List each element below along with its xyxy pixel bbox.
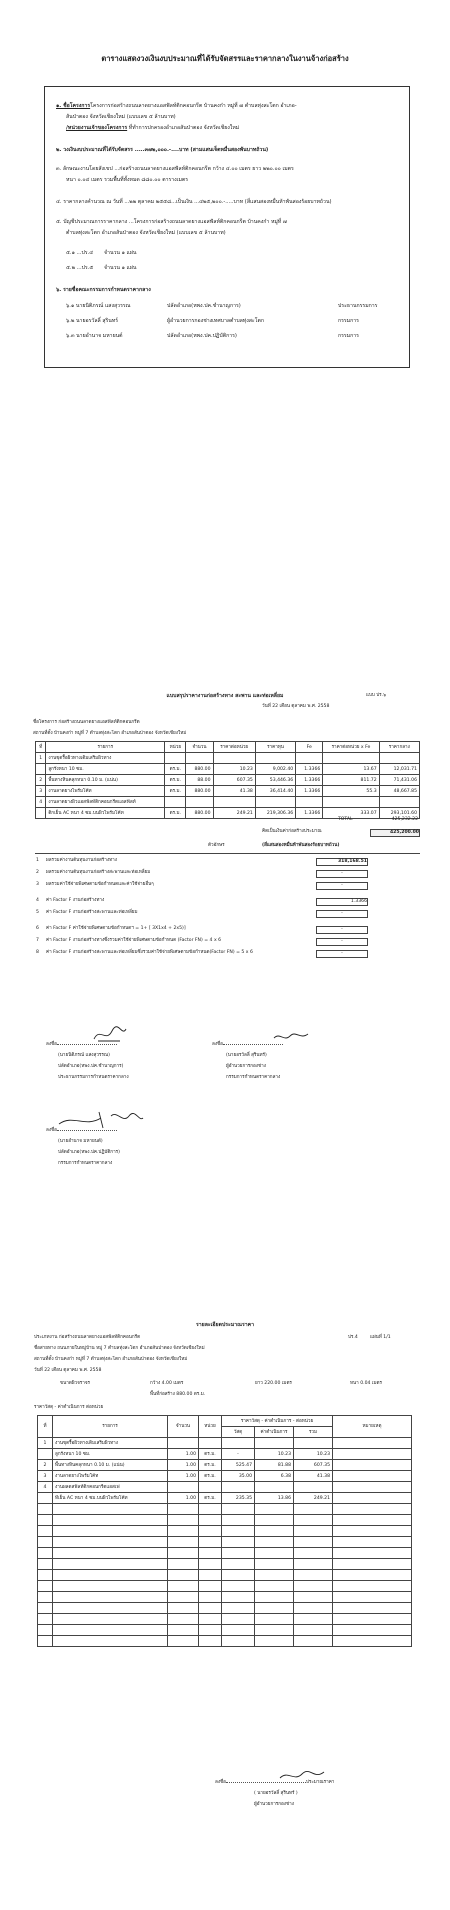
factor-text: ค่า Factor F งานก่อสร้างสะพานและท่อเหลี่ยม: [46, 910, 138, 915]
col-item: รายการ: [53, 1416, 168, 1438]
table-row: [38, 1482, 412, 1493]
size-length: ยาว 220.00 เมตร: [255, 1381, 292, 1386]
cell-qty: [186, 753, 213, 764]
round-value: 425,200.00: [370, 829, 420, 837]
table-row: [38, 1526, 412, 1537]
committee-role: กรรมการ: [338, 333, 359, 339]
table-row: [36, 797, 420, 808]
cell-note: [333, 1449, 412, 1460]
cell-fe: [296, 753, 323, 764]
words-label: ตัวอักษร: [208, 843, 225, 848]
committee-pos: ปลัดอำเภอ(หพง.ปค.ชำนาญการ): [167, 303, 241, 309]
col-material: วัสดุ: [222, 1427, 255, 1438]
factor-row: [36, 910, 376, 926]
committee-role: กรรมการ: [338, 318, 359, 324]
col-unit-price-fe: ราคาต่อหน่วย x Fe: [323, 742, 379, 753]
col-note: หมายเหตุ: [333, 1416, 412, 1438]
col-no: ที่: [38, 1416, 53, 1438]
cell-unit: ตร.ม.: [199, 1449, 222, 1460]
sign-line: [46, 1042, 117, 1048]
cost-summary-table: [35, 741, 420, 819]
cell-labor: 13.86: [255, 1493, 294, 1504]
cell-cost: 219,306.36: [255, 808, 295, 819]
cell-note: [333, 1460, 412, 1471]
cell-item: ลูกรังหนา 10 ซม.: [53, 1449, 168, 1460]
estimator-name: ( นายอรวัลลิ์ สุรินทร์ ): [254, 1791, 298, 1796]
s6-committee-title: ๖. รายชื่อคณะกรรมการกำหนดราคากลาง: [56, 287, 151, 293]
s5-line1: ๕. บัญชีประมาณการราคากลาง ...โครงการก่อสร้างถนนลาดยางแอสฟัลท์ติกคอนกรีต บ้านคงก๋า หมู่ที่ ๗: [56, 219, 287, 225]
cell-qty: 880.00: [186, 786, 213, 797]
cell-item: ติกเย็น AC หนา 4 ซม.บนผิวไพร์มโค้ท: [46, 808, 165, 819]
cell-qty: [168, 1438, 199, 1449]
table-row: [38, 1625, 412, 1636]
col-qty: จำนวน: [186, 742, 213, 753]
table-row: [36, 753, 420, 764]
factor-no: 3: [36, 882, 39, 887]
cell-unit-price-fe: 13.67: [323, 764, 379, 775]
s3-line2: หนา ๐.๐๔ เมตร รวมพื้นที่ทั้งหมด ๘๘๐.๐๐ ตารางเมตร: [66, 177, 189, 183]
table-row: [36, 808, 420, 819]
col-price: ราคากลาง: [379, 742, 419, 753]
factor-list: [36, 858, 376, 962]
cell-note: [333, 1493, 412, 1504]
cell-no: 3: [36, 786, 46, 797]
cell-labor: 81.88: [255, 1460, 294, 1471]
factor-value: 318,168.51: [316, 858, 368, 866]
committee-row: [66, 318, 118, 325]
cell-labor: [255, 1438, 294, 1449]
col-group-price: ราคาวัสดุ - ค่าดำเนินการ - ต่อหน่วย: [222, 1416, 333, 1427]
cell-item: ลูกรังหนา 10 ซม.: [46, 764, 165, 775]
col-fe: Fe: [296, 742, 323, 753]
cell-no: 2: [36, 775, 46, 786]
signer-name: (นายอำนาจ มหายนต์): [58, 1139, 103, 1144]
sign-role: ประมาณราคา: [305, 1780, 335, 1785]
factor-row: [36, 926, 376, 938]
cell-unit: ตร.ม.: [165, 775, 186, 786]
s5-item-name: ๕.๒ ...ปร.๕: [66, 265, 94, 271]
cell-price: 48,667.85: [379, 786, 419, 797]
factor-value: 1.3366: [316, 898, 368, 906]
cell-item: งานลาดยางไพร์มโค้ท: [53, 1471, 168, 1482]
round-label: คิดเป็นเงินค่าก่อสร้างประมาณ: [262, 829, 322, 834]
estimator-position: ผู้อำนวยการกองช่าง: [254, 1802, 294, 1807]
cell-fe: 1.3366: [296, 775, 323, 786]
committee-pos: ผู้อำนวยการกองช่างเทศบาลตำบลทุ่งสะโตก: [167, 318, 264, 324]
factor-no: 5: [36, 910, 39, 915]
table-row: [36, 775, 420, 786]
cell-sum: 607.35: [294, 1460, 333, 1471]
signer-name: (นายนิติภรณ์ แสงสุวรรณ): [58, 1053, 110, 1058]
cell-unit-price-fe: 55.3: [323, 786, 379, 797]
cell-unit: ตร.ม.: [199, 1460, 222, 1471]
cell-unit: [199, 1438, 222, 1449]
s2-budget: ๒. วงเงินงบประมาณที่ได้รับจัดสรร .....๓๗๒,๐๐๐.-....บาท (สามแสนเจ็ดหมื่นสองพันบาทถ้วน): [56, 147, 269, 153]
sign-prefix: ลงชื่อ: [46, 1128, 57, 1133]
s1-line1: [56, 103, 297, 110]
page2-place: สถานที่ตั้ง บ้านคงก๋า หมู่ที่ 7 ตำบลทุ่งสะโตก อำเภอสันป่าตอง จังหวัดเชียงใหม่: [33, 731, 187, 736]
cell-cost: [255, 797, 295, 808]
cell-material: 35.00: [222, 1471, 255, 1482]
cell-price: 293,101.60: [379, 808, 419, 819]
signer-position: ปลัดอำเภอ(หพง.ปค.ปฏิบัติการ): [58, 1150, 120, 1155]
committee-name: ๖.๒ นายอรวัลลิ์ สุรินทร์: [66, 318, 119, 324]
cell-unit-price-fe: 811.72: [323, 775, 379, 786]
factor-value: -: [316, 950, 368, 958]
size-label: ขนาดผิวจราจร: [60, 1381, 91, 1386]
size-width: กว้าง 4.00 เมตร: [150, 1381, 184, 1386]
table-row: [38, 1614, 412, 1625]
sign-line: [46, 1128, 117, 1134]
page3-sheet: แผ่นที่ 1/1: [370, 1335, 391, 1340]
divider: [35, 853, 420, 854]
cell-fe: 1.3366: [296, 786, 323, 797]
cell-fe: 1.3366: [296, 808, 323, 819]
cell-unit-price-fe: [323, 753, 379, 764]
cell-sum: 249.21: [294, 1493, 333, 1504]
page3-title: รายละเอียดประมาณราคา: [195, 1322, 255, 1328]
cell-labor: 10.23: [255, 1449, 294, 1460]
cell-no: 2: [38, 1460, 53, 1471]
factor-text: ค่า Factor F งานก่อสร้างทางซึ่งรวมค่าใช้จ่ายพิเศษตามข้อกำหนด (Factor FN) = 4 x 6: [46, 938, 222, 943]
cell-no: 3: [38, 1471, 53, 1482]
committee-name: ๖.๑ นายนิติภรณ์ แสงสุวรรณ: [66, 303, 131, 309]
cell-no: 4: [38, 1482, 53, 1493]
construction-area: พื้นที่ก่อสร้าง 880.00 ตร.ม.: [150, 1392, 206, 1397]
s1-owner-text: ที่ทำการปกครองอำเภอสันป่าตอง จังหวัดเชียงใหม่: [128, 125, 240, 131]
cell-qty: [186, 797, 213, 808]
cell-unit-price: 10.23: [213, 764, 255, 775]
table-row: [38, 1471, 412, 1482]
col-qty: จำนวน: [168, 1416, 199, 1438]
col-unit: หน่วย: [165, 742, 186, 753]
table-row: [38, 1449, 412, 1460]
signer-role: กรรมการกำหนดราคากลาง: [58, 1161, 113, 1166]
cell-unit: ตร.ม.: [165, 764, 186, 775]
page2-project: ชื่อโครงการ ก่อสร้างถนนลาดยางแอสฟัลท์ติกคอนกรีต: [33, 720, 140, 725]
factor-text: ค่า Factor F งานก่อสร้างสะพานและท่อเหลี่ยมซึ่งรวมค่าใช้จ่ายพิเศษตามข้อกำหนด(Factor FN) = 5 x 6: [46, 950, 253, 955]
size-thickness: หนา 0.04 เมตร: [350, 1381, 382, 1386]
cell-note: [333, 1471, 412, 1482]
signer-name: (นายอรวัลลิ์ สุรินทร์): [226, 1053, 267, 1058]
page2-date: วันที่ 22 เดือน ตุลาคม พ.ศ. 2558: [262, 704, 330, 709]
table-row: [38, 1570, 412, 1581]
estimate-detail-table: [37, 1415, 412, 1647]
s5-item-qty: จำนวน ๑ แผ่น: [104, 265, 137, 271]
cell-no: [38, 1493, 53, 1504]
cell-unit: ตร.ม.: [165, 786, 186, 797]
factor-text: ค่า Factor F ค่าใช้จ่ายพิเศษตามข้อกำหนดฯ = 1+ [ 3X1x4 + 2x5)]: [46, 926, 186, 931]
col-cost: ราคาทุน: [255, 742, 295, 753]
cell-item: งานขุดรื้อผิวทางเดิมเสริมผิวทาง: [46, 753, 165, 764]
cell-cost: [255, 753, 295, 764]
factor-row: [36, 938, 376, 950]
factor-row: [36, 882, 376, 898]
sign-prefix: ลงชื่อ: [215, 1780, 226, 1785]
signer-position: ปลัดอำเภอ(หพง.ปค.ชำนาญการ): [58, 1064, 124, 1069]
cell-no: [36, 808, 46, 819]
table-row: [38, 1438, 412, 1449]
factor-row: [36, 858, 376, 870]
cell-sum: 10.23: [294, 1449, 333, 1460]
table-header-row: [38, 1416, 412, 1427]
cell-item: งานผลดสฟัลท์ติกคอนกรีตแอสเฟ: [53, 1482, 168, 1493]
s5-item-qty: จำนวน ๑ แผ่น: [104, 250, 137, 256]
cell-material: 525.47: [222, 1460, 255, 1471]
committee-row: [66, 303, 130, 310]
estimator-sign-line: [215, 1780, 334, 1786]
s1-owner-label: /หน่วยงานเจ้าของโครงการ: [66, 125, 128, 131]
factor-text: ผลรวมค่างานต้นทุนงานก่อสร้างทาง: [46, 858, 117, 863]
factor-no: 6: [36, 926, 39, 931]
factor-value: -: [316, 926, 368, 934]
cell-unit: ตร.ม.: [199, 1493, 222, 1504]
s5-item-2: [66, 265, 137, 272]
cell-unit-price-fe: 333.07: [323, 808, 379, 819]
committee-row: [66, 333, 123, 340]
table-row: [38, 1460, 412, 1471]
cell-item: พื้นทางหินคลุกหนา 0.10 ม. (แน่น): [46, 775, 165, 786]
table-row: [38, 1559, 412, 1570]
table-row: [38, 1515, 412, 1526]
s3-line1: ๓. ลักษณะงานโดยสังเขป ...ก่อสร้างถนนลาดยางแอสฟัลท์ติกคอนกรีต กว้าง ๔.๐๐ เมตร ยาว ๒๒๐.๐๐ เมตร: [56, 166, 294, 172]
factor-no: 8: [36, 950, 39, 955]
signer-role: กรรมการกำหนดราคากลาง: [226, 1075, 281, 1080]
words-value: (สี่แสนสองหมื่นห้าพันสองร้อยบาทถ้วน): [262, 843, 340, 848]
s5-item-1: [66, 250, 137, 257]
cell-note: [333, 1438, 412, 1449]
factor-no: 7: [36, 938, 39, 943]
s1-text1: โครงการก่อสร้างถนนลาดยางแอสฟัลท์ติกคอนกรีต บ้านคงก๋า หมู่ที่ ๗ ตำบลทุ่งสะโตก อำเภอ-: [90, 103, 297, 109]
cell-material: [222, 1438, 255, 1449]
signer-role: ประธานกรรมการกำหนดราคากลาง: [58, 1075, 129, 1080]
cell-unit: ตร.ม.: [165, 808, 186, 819]
cell-sum: [294, 1438, 333, 1449]
col-no: ที่: [36, 742, 46, 753]
cell-item: พื้นทางหินคลุกหนา 0.10 ม. (แน่น): [53, 1460, 168, 1471]
col-unit: หน่วย: [199, 1416, 222, 1438]
cell-qty: [168, 1482, 199, 1493]
factor-value: -: [316, 882, 368, 890]
table-row: [38, 1636, 412, 1647]
cell-note: [333, 1482, 412, 1493]
total-value: 425,232.22: [391, 817, 418, 822]
page1-title: ตารางแสดงวงเงินงบประมาณที่ได้รับจัดสรรและราคากลางในงานจ้างก่อสร้าง: [101, 54, 349, 63]
cell-unit-price: [213, 753, 255, 764]
cell-qty: 1.00: [168, 1493, 199, 1504]
cell-price: 12,031.71: [379, 764, 419, 775]
sign-prefix: ลงชื่อ: [212, 1042, 223, 1047]
table-row: [38, 1548, 412, 1559]
cell-labor: [255, 1482, 294, 1493]
cell-unit-price: [213, 797, 255, 808]
cell-no: 1: [36, 753, 46, 764]
cell-material: 235.35: [222, 1493, 255, 1504]
factor-value: -: [316, 870, 368, 878]
page3-place: สถานที่ตั้ง บ้านคงก๋า หมู่ที่ 7 ตำบลทุ่งสะโตก อำเภอสันป่าตอง จังหวัดเชียงใหม่: [34, 1357, 188, 1362]
cell-item: งานลาดยางไพร์มโค้ท: [46, 786, 165, 797]
sign-prefix: ลงชื่อ: [46, 1042, 57, 1047]
cell-cost: 36,414.40: [255, 786, 295, 797]
cell-item: ทีเย็น AC หนา 4 ซม.บนผิวไพร์มโค้ท: [53, 1493, 168, 1504]
cell-unit-price-fe: [323, 797, 379, 808]
table-row: [36, 786, 420, 797]
cell-unit: [165, 753, 186, 764]
cell-no: [38, 1449, 53, 1460]
factor-text: ค่า Factor F งานก่อสร้างทาง: [46, 898, 105, 903]
table-row: [36, 764, 420, 775]
cell-price: [379, 753, 419, 764]
factor-no: 1: [36, 858, 39, 863]
cell-unit-price: 249.21: [213, 808, 255, 819]
cell-unit-price: 607.35: [213, 775, 255, 786]
s1-owner: [66, 125, 239, 132]
page2-form-code: แบบ ปร.๖: [366, 693, 387, 698]
factor-row: [36, 870, 376, 882]
col-sum: รวม: [294, 1427, 333, 1438]
page3-work-type: ประเภทงาน ก่อสร้างถนนลาดยางแอสฟัลท์ติกคอนกรีต: [34, 1335, 141, 1340]
table-row: [38, 1537, 412, 1548]
cell-unit-price: 41.38: [213, 786, 255, 797]
cell-labor: 6.38: [255, 1471, 294, 1482]
cell-sum: [294, 1482, 333, 1493]
cell-no: 4: [36, 797, 46, 808]
table-row: [38, 1493, 412, 1504]
cell-qty: 1.00: [168, 1471, 199, 1482]
cell-fe: [296, 797, 323, 808]
cell-item: งานขุดรื้อผิวทางเดิมเสริมผิวทาง: [53, 1438, 168, 1449]
s5-item-name: ๕.๑ ...ปร.๔: [66, 250, 94, 256]
factor-no: 4: [36, 898, 39, 903]
cell-item: งานลาดยางผิวแอสฟัลท์ติกคอนกรีตแอสฟัลท์: [46, 797, 165, 808]
factor-value: -: [316, 938, 368, 946]
cell-no: [36, 764, 46, 775]
cell-qty: 1.00: [168, 1449, 199, 1460]
signer-position: ผู้อำนวยการกองช่าง: [226, 1064, 266, 1069]
table-row: [38, 1592, 412, 1603]
factor-no: 2: [36, 870, 39, 875]
cell-no: 1: [38, 1438, 53, 1449]
cell-cost: 9,002.40: [255, 764, 295, 775]
sign-line: [212, 1042, 283, 1048]
page3-road-name: ชื่อสายทาง ถนนภายในหมู่บ้าน หมู่ 7 ตำบลทุ่งสะโตก อำเภอสันป่าตอง จังหวัดเชียงใหม่: [34, 1346, 205, 1351]
col-labor: ค่าดำเนินการ: [255, 1427, 294, 1438]
factor-row: [36, 898, 376, 910]
col-unit-price: ราคาต่อหน่วย: [213, 742, 255, 753]
cell-unit: [199, 1482, 222, 1493]
cell-qty: 880.00: [186, 808, 213, 819]
cell-qty: 88.00: [186, 775, 213, 786]
s1-label: ๑. ชื่อโครงการ: [56, 103, 91, 109]
table-row: [38, 1603, 412, 1614]
cell-sum: 41.38: [294, 1471, 333, 1482]
price-caption: ราคาวัสดุ - ค่าดำเนินการ ต่อหน่วย: [34, 1405, 104, 1410]
cell-unit: ตร.ม.: [199, 1471, 222, 1482]
cell-price: 71,431.06: [379, 775, 419, 786]
col-item: รายการ: [46, 742, 165, 753]
total-label: TOTAL: [338, 817, 353, 822]
table-row: [38, 1581, 412, 1592]
table-header-row: [36, 742, 420, 753]
s4-reference-price: ๔. ราคากลางคำนวณ ณ วันที่ ...๒๒ ตุลาคม ๒๕๕๘...เป็นเงิน ...๔๒๕,๒๐๐.-.....บาท (สี่แสนสองหมื่นห้าพันสองร้อยบาทถ้วน): [56, 199, 332, 205]
factor-row: [36, 950, 376, 962]
committee-pos: ปลัดอำเภอ(หพง.ปค.ปฏิบัติการ): [167, 333, 237, 339]
cell-cost: 53,446.36: [255, 775, 295, 786]
table-row: [38, 1504, 412, 1515]
cell-unit: [165, 797, 186, 808]
factor-text: ผลรวมค่างานต้นทุนงานก่อสร้างสะพานและท่อเหลี่ยม: [46, 870, 151, 875]
factor-text: ผลรวมค่าใช้จ่ายพิเศษตามข้อกำหนดและค่าใช้จ่ายอื่นๆ: [46, 882, 154, 887]
cell-material: [222, 1482, 255, 1493]
s5-line2: ตำบลทุ่งสะโตก อำเภอสันป่าตอง จังหวัดเชียงใหม่ (แบบเลข ๕ ล้านบาท): [66, 230, 226, 236]
page3-date: วันที่ 22 เดือน ตุลาคม พ.ศ. 2558: [34, 1368, 102, 1373]
factor-value: -: [316, 910, 368, 918]
s1-text2: สันป่าตอง จังหวัดเชียงใหม่ (แบบเลข ๕ ล้านบาท): [66, 114, 176, 120]
cell-material: -: [222, 1449, 255, 1460]
page3-form-code: ปร.4: [348, 1335, 358, 1340]
cell-price: [379, 797, 419, 808]
page2-title: แบบสรุปราคางานก่อสร้างทาง สะพาน และท่อเหลี่ยม: [166, 693, 284, 699]
committee-name: ๖.๓ นายอำนาจ มหายนต์: [66, 333, 123, 339]
cell-qty: 880.00: [186, 764, 213, 775]
cell-fe: 1.3366: [296, 764, 323, 775]
committee-role: ประธานกรรมการ: [338, 303, 378, 309]
cell-qty: 1.00: [168, 1460, 199, 1471]
